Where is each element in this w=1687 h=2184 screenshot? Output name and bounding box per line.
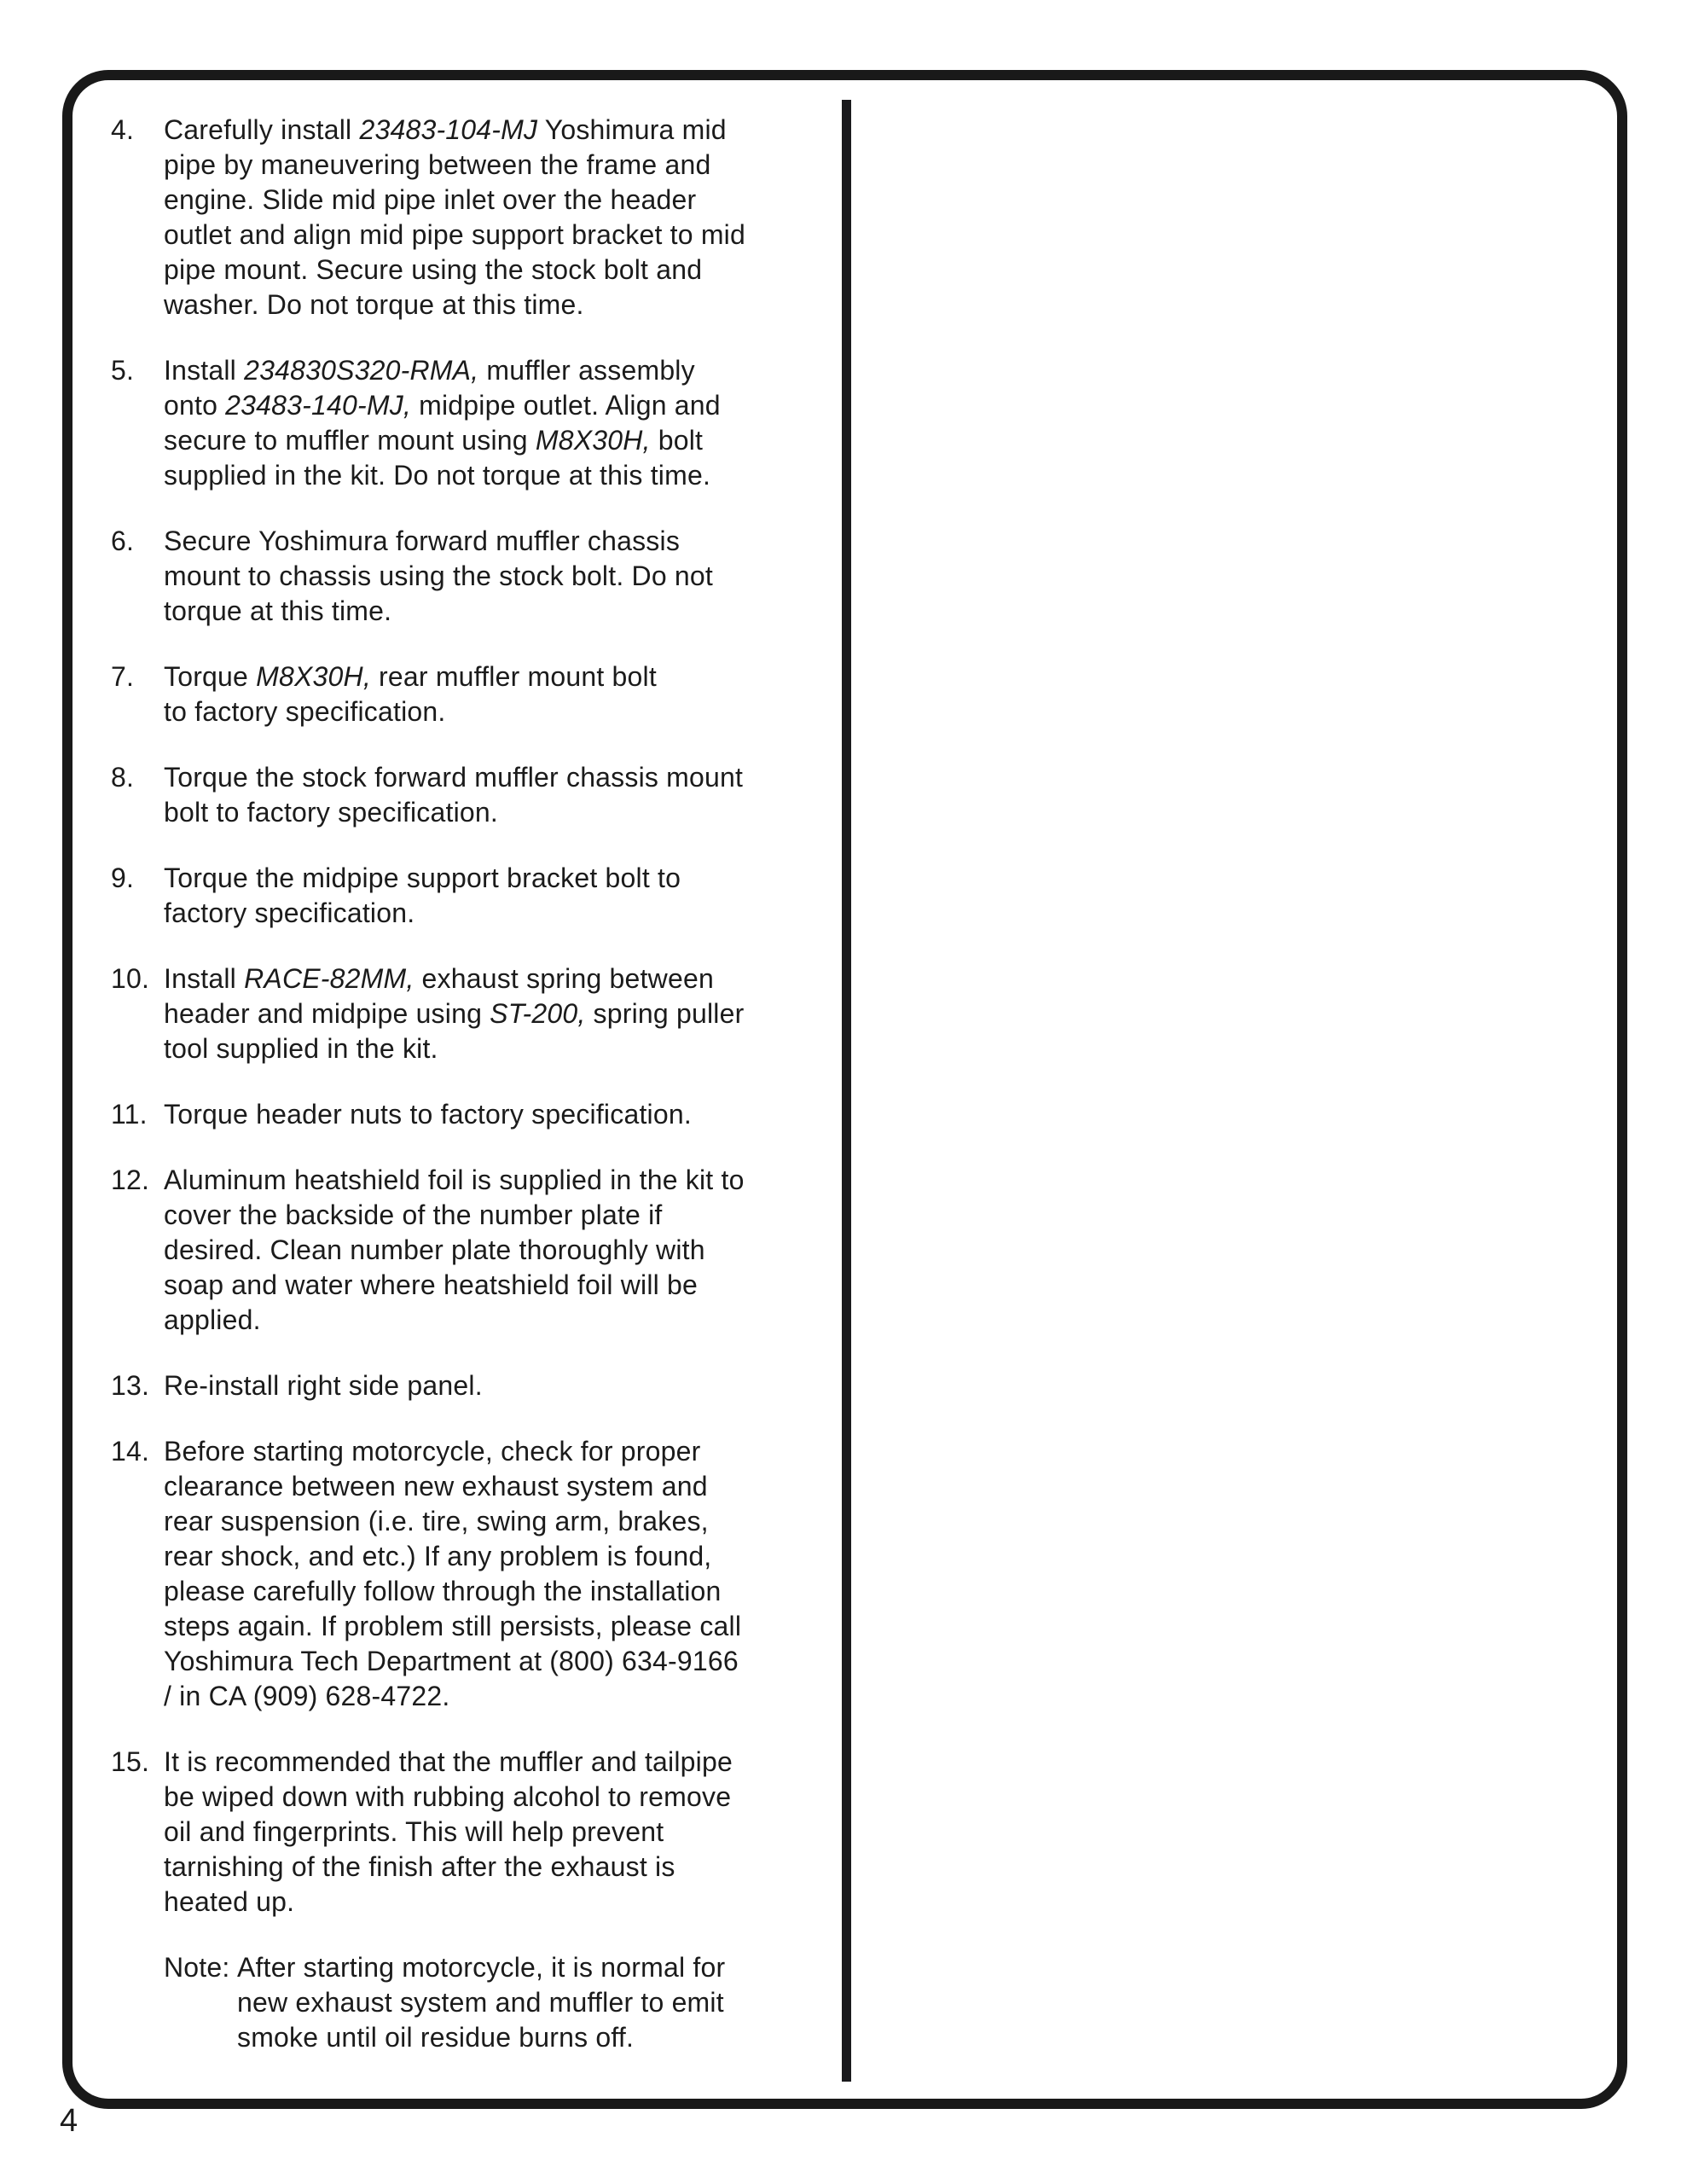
item-text-line bbox=[164, 1233, 832, 1268]
item-text-line bbox=[164, 559, 832, 594]
item-text-line bbox=[164, 1097, 832, 1132]
body-text: spring puller bbox=[585, 998, 745, 1029]
item-body bbox=[164, 113, 832, 322]
body-text: clearance between new exhaust system and bbox=[164, 1471, 708, 1502]
instruction-item bbox=[111, 1745, 832, 1920]
item-text-line bbox=[164, 1198, 832, 1233]
column-divider bbox=[842, 100, 851, 2082]
item-number: 6. bbox=[111, 526, 135, 556]
item-text-line bbox=[164, 1679, 832, 1714]
body-text: muffler assembly bbox=[478, 355, 695, 386]
item-text-line bbox=[164, 760, 832, 795]
body-text: Torque the midpipe support bracket bolt to bbox=[164, 863, 681, 893]
body-text: exhaust spring between bbox=[414, 963, 714, 994]
item-number: 8. bbox=[111, 762, 135, 793]
item-body bbox=[164, 1163, 832, 1338]
item-body bbox=[164, 1434, 832, 1714]
instruction-list bbox=[111, 113, 832, 2055]
item-text-line bbox=[164, 253, 832, 288]
item-text-line bbox=[164, 1780, 832, 1815]
item-body bbox=[164, 659, 832, 729]
body-text: heated up. bbox=[164, 1886, 295, 1917]
instruction-item bbox=[111, 1097, 832, 1132]
body-text: cover the backside of the number plate if bbox=[164, 1199, 663, 1230]
body-text: midpipe outlet. Align and bbox=[411, 390, 721, 421]
body-text: mount to chassis using the stock bolt. Do not bbox=[164, 561, 713, 591]
body-text: be wiped down with rubbing alcohol to remove bbox=[164, 1781, 732, 1812]
item-text-line bbox=[164, 896, 832, 931]
note-text-line bbox=[237, 1950, 832, 1985]
body-text: After starting motorcycle, it is normal for bbox=[237, 1952, 726, 1983]
item-text-line bbox=[164, 1644, 832, 1679]
body-text: Before starting motorcycle, check for proper bbox=[164, 1436, 701, 1467]
item-text-line bbox=[164, 524, 832, 559]
item-text-line bbox=[164, 1268, 832, 1303]
body-text: rear muffler mount bolt bbox=[370, 661, 657, 692]
item-text-line bbox=[164, 996, 832, 1031]
item-body bbox=[164, 353, 832, 493]
body-text: rear suspension (i.e. tire, swing arm, brakes, bbox=[164, 1506, 709, 1536]
item-text-line bbox=[164, 861, 832, 896]
part-number-text: RACE-82MM, bbox=[244, 963, 415, 994]
item-text-line bbox=[164, 1031, 832, 1066]
instruction-item bbox=[111, 524, 832, 629]
instruction-item bbox=[111, 1163, 832, 1338]
item-number: 9. bbox=[111, 863, 135, 893]
instruction-item bbox=[111, 861, 832, 931]
item-text-line bbox=[164, 1885, 832, 1920]
item-body bbox=[164, 1368, 832, 1403]
body-text: engine. Slide mid pipe inlet over the header bbox=[164, 184, 697, 215]
item-text-line bbox=[164, 1504, 832, 1539]
body-text: desired. Clean number plate thoroughly with bbox=[164, 1234, 705, 1265]
body-text: tool supplied in the kit. bbox=[164, 1033, 438, 1064]
instruction-item bbox=[111, 353, 832, 493]
body-text: Install bbox=[164, 963, 245, 994]
item-text-line bbox=[164, 423, 832, 458]
item-text-line bbox=[164, 388, 832, 423]
body-text: washer. Do not torque at this time. bbox=[164, 289, 584, 320]
body-text: factory specification. bbox=[164, 897, 415, 928]
item-text-line bbox=[164, 113, 832, 148]
body-text: supplied in the kit. Do not torque at this time. bbox=[164, 460, 711, 491]
instruction-item bbox=[111, 1434, 832, 1714]
item-number: 10. bbox=[111, 963, 150, 994]
item-text-line bbox=[164, 1539, 832, 1574]
item-number: 14. bbox=[111, 1436, 150, 1467]
item-body bbox=[164, 524, 832, 629]
body-text: to factory specification. bbox=[164, 696, 446, 727]
item-text-line bbox=[164, 795, 832, 830]
item-text-line bbox=[164, 1368, 832, 1403]
item-body bbox=[164, 861, 832, 931]
instruction-item bbox=[111, 760, 832, 830]
item-text-line bbox=[164, 1609, 832, 1644]
body-text: applied. bbox=[164, 1304, 261, 1335]
item-text-line bbox=[164, 1850, 832, 1885]
body-text: Install bbox=[164, 355, 245, 386]
body-text: Re-install right side panel. bbox=[164, 1370, 483, 1401]
body-text: Secure Yoshimura forward muffler chassis bbox=[164, 526, 681, 556]
body-text: oil and fingerprints. This will help prevent bbox=[164, 1816, 664, 1847]
item-text-line bbox=[164, 1815, 832, 1850]
body-text: onto bbox=[164, 390, 226, 421]
item-text-line bbox=[164, 1434, 832, 1469]
item-number: 15. bbox=[111, 1746, 150, 1777]
body-text: bolt to factory specification. bbox=[164, 797, 498, 828]
instruction-item bbox=[111, 659, 832, 729]
item-text-line bbox=[164, 1303, 832, 1338]
part-number-text: M8X30H, bbox=[256, 661, 371, 692]
body-text: tarnishing of the finish after the exhaust is bbox=[164, 1851, 675, 1882]
instruction-item bbox=[111, 1368, 832, 1403]
item-body bbox=[164, 760, 832, 830]
body-text: Aluminum heatshield foil is supplied in the kit to bbox=[164, 1165, 745, 1195]
part-number-text: ST-200, bbox=[490, 998, 586, 1029]
item-number: 12. bbox=[111, 1165, 150, 1195]
body-text: rear shock, and etc.) If any problem is found, bbox=[164, 1541, 712, 1571]
body-text: bolt bbox=[650, 425, 704, 456]
part-number-text: 23483-104-MJ bbox=[359, 114, 538, 145]
item-text-line bbox=[164, 594, 832, 629]
item-text-line bbox=[164, 659, 832, 694]
item-number: 13. bbox=[111, 1370, 150, 1401]
item-number: 5. bbox=[111, 355, 135, 386]
item-text-line bbox=[164, 458, 832, 493]
body-text: steps again. If problem still persists, please call bbox=[164, 1611, 742, 1641]
instruction-item bbox=[111, 113, 832, 322]
body-text: pipe mount. Secure using the stock bolt and bbox=[164, 254, 703, 285]
item-text-line bbox=[164, 1745, 832, 1780]
body-text: Torque bbox=[164, 661, 257, 692]
body-text: outlet and align mid pipe support bracket to mid bbox=[164, 219, 745, 250]
body-text: Yoshimura Tech Department at (800) 634-9166 bbox=[164, 1646, 739, 1676]
item-text-line bbox=[164, 1469, 832, 1504]
body-text: torque at this time. bbox=[164, 595, 392, 626]
body-text: Yoshimura mid bbox=[537, 114, 727, 145]
item-text-line bbox=[164, 1163, 832, 1198]
part-number-text: M8X30H, bbox=[535, 425, 651, 456]
item-text-line bbox=[164, 353, 832, 388]
item-text-line bbox=[164, 694, 832, 729]
note-label: Note: bbox=[164, 1952, 230, 1983]
part-number-text: 23483-140-MJ, bbox=[225, 390, 412, 421]
body-text: smoke until oil residue burns off. bbox=[237, 2022, 635, 2053]
note-text-line bbox=[237, 2020, 832, 2055]
item-number: 4. bbox=[111, 114, 135, 145]
item-text-line bbox=[164, 148, 832, 183]
body-text: secure to muffler mount using bbox=[164, 425, 536, 456]
part-number-text: 234830S320-RMA, bbox=[244, 355, 479, 386]
body-text: header and midpipe using bbox=[164, 998, 490, 1029]
item-body bbox=[164, 961, 832, 1066]
item-text-line bbox=[164, 961, 832, 996]
body-text: / in CA (909) 628-4722. bbox=[164, 1681, 450, 1711]
item-text-line bbox=[164, 288, 832, 322]
page-number: 4 bbox=[60, 2103, 78, 2139]
body-text: new exhaust system and muffler to emit bbox=[237, 1987, 724, 2018]
body-text: please carefully follow through the installation bbox=[164, 1576, 722, 1606]
body-text: pipe by maneuvering between the frame and bbox=[164, 149, 711, 180]
body-text: It is recommended that the muffler and tailpipe bbox=[164, 1746, 733, 1777]
item-text-line bbox=[164, 218, 832, 253]
item-text-line bbox=[164, 183, 832, 218]
body-text: soap and water where heatshield foil will be bbox=[164, 1269, 699, 1300]
item-text-line bbox=[164, 1574, 832, 1609]
item-number: 7. bbox=[111, 661, 135, 692]
instruction-item bbox=[111, 961, 832, 1066]
note-body bbox=[237, 1950, 832, 2055]
body-text: Torque header nuts to factory specification. bbox=[164, 1099, 692, 1130]
note-block bbox=[164, 1950, 832, 2055]
item-body bbox=[164, 1745, 832, 1920]
item-body bbox=[164, 1097, 832, 1132]
note-text-line bbox=[237, 1985, 832, 2020]
body-text: Carefully install bbox=[164, 114, 360, 145]
body-text: Torque the stock forward muffler chassis mount bbox=[164, 762, 744, 793]
item-number: 11. bbox=[111, 1099, 148, 1130]
